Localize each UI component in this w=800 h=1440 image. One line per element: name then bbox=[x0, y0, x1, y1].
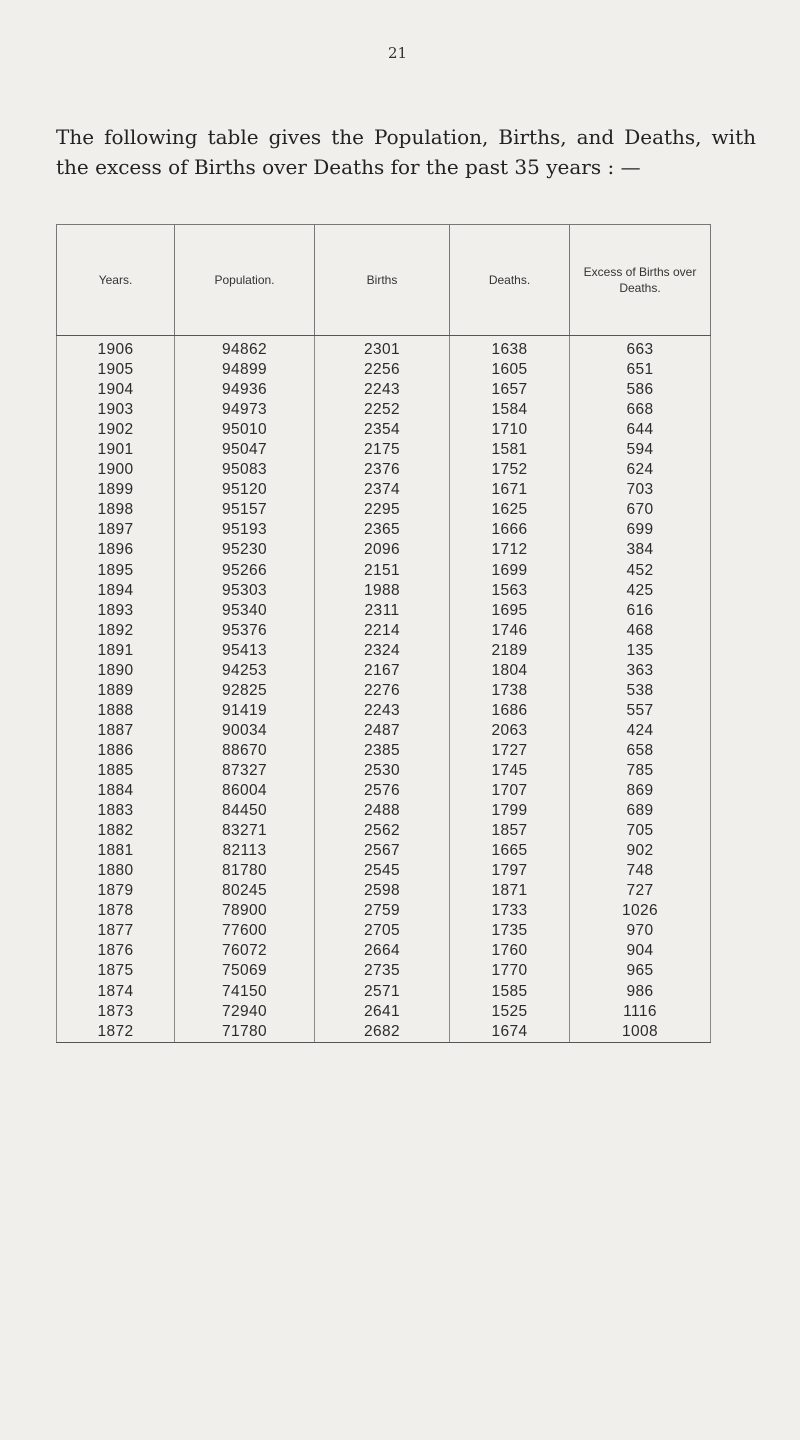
intro-paragraph: The following table gives the Population, Births, and Deaths, with the excess of Births over Deaths for the past 35 years : — bbox=[56, 125, 756, 179]
cell-year: 1902 bbox=[57, 420, 175, 440]
cell-population: 95193 bbox=[175, 520, 315, 540]
cell-births: 2324 bbox=[315, 641, 450, 661]
cell-deaths: 1871 bbox=[450, 881, 570, 901]
cell-deaths: 1674 bbox=[450, 1022, 570, 1043]
cell-excess: 904 bbox=[570, 941, 711, 961]
cell-year: 1893 bbox=[57, 601, 175, 621]
cell-deaths: 2189 bbox=[450, 641, 570, 661]
cell-births: 2365 bbox=[315, 520, 450, 540]
cell-deaths: 1738 bbox=[450, 681, 570, 701]
cell-excess: 658 bbox=[570, 741, 711, 761]
cell-year: 1901 bbox=[57, 440, 175, 460]
cell-births: 2214 bbox=[315, 621, 450, 641]
table-row bbox=[57, 400, 711, 420]
table-row bbox=[57, 601, 711, 621]
cell-deaths: 1638 bbox=[450, 336, 570, 361]
cell-population: 95047 bbox=[175, 440, 315, 460]
cell-population: 88670 bbox=[175, 741, 315, 761]
cell-excess: 670 bbox=[570, 500, 711, 520]
cell-deaths: 1733 bbox=[450, 901, 570, 921]
table-body bbox=[57, 336, 711, 1043]
cell-excess: 748 bbox=[570, 861, 711, 881]
cell-deaths: 1671 bbox=[450, 480, 570, 500]
cell-population: 76072 bbox=[175, 941, 315, 961]
cell-year: 1897 bbox=[57, 520, 175, 540]
cell-population: 95340 bbox=[175, 601, 315, 621]
cell-population: 94973 bbox=[175, 400, 315, 420]
cell-deaths: 1695 bbox=[450, 601, 570, 621]
table-row bbox=[57, 881, 711, 901]
cell-year: 1886 bbox=[57, 741, 175, 761]
cell-births: 2664 bbox=[315, 941, 450, 961]
cell-births: 2598 bbox=[315, 881, 450, 901]
table-row bbox=[57, 901, 711, 921]
table-row bbox=[57, 480, 711, 500]
cell-excess: 594 bbox=[570, 440, 711, 460]
cell-deaths: 1727 bbox=[450, 741, 570, 761]
cell-deaths: 2063 bbox=[450, 721, 570, 741]
cell-excess: 468 bbox=[570, 621, 711, 641]
table-header-row bbox=[57, 225, 711, 336]
cell-excess: 902 bbox=[570, 841, 711, 861]
cell-year: 1896 bbox=[57, 540, 175, 560]
cell-births: 2385 bbox=[315, 741, 450, 761]
cell-births: 2096 bbox=[315, 540, 450, 560]
table-row bbox=[57, 781, 711, 801]
cell-year: 1898 bbox=[57, 500, 175, 520]
cell-births: 2641 bbox=[315, 1002, 450, 1022]
cell-population: 95376 bbox=[175, 621, 315, 641]
cell-excess: 663 bbox=[570, 336, 711, 361]
cell-births: 2487 bbox=[315, 721, 450, 741]
table-row bbox=[57, 641, 711, 661]
cell-deaths: 1665 bbox=[450, 841, 570, 861]
cell-births: 2530 bbox=[315, 761, 450, 781]
table-row bbox=[57, 1002, 711, 1022]
cell-deaths: 1712 bbox=[450, 540, 570, 560]
cell-deaths: 1563 bbox=[450, 581, 570, 601]
cell-population: 95266 bbox=[175, 561, 315, 581]
cell-excess: 363 bbox=[570, 661, 711, 681]
cell-year: 1873 bbox=[57, 1002, 175, 1022]
table-row bbox=[57, 460, 711, 480]
cell-births: 2374 bbox=[315, 480, 450, 500]
table-row bbox=[57, 440, 711, 460]
table-row bbox=[57, 500, 711, 520]
cell-excess: 699 bbox=[570, 520, 711, 540]
cell-births: 2243 bbox=[315, 701, 450, 721]
cell-population: 95413 bbox=[175, 641, 315, 661]
cell-deaths: 1799 bbox=[450, 801, 570, 821]
cell-deaths: 1605 bbox=[450, 360, 570, 380]
cell-births: 2759 bbox=[315, 901, 450, 921]
table-row bbox=[57, 520, 711, 540]
cell-births: 2276 bbox=[315, 681, 450, 701]
cell-births: 2252 bbox=[315, 400, 450, 420]
cell-excess: 705 bbox=[570, 821, 711, 841]
cell-births: 2735 bbox=[315, 961, 450, 981]
cell-deaths: 1581 bbox=[450, 440, 570, 460]
cell-year: 1874 bbox=[57, 982, 175, 1002]
cell-population: 86004 bbox=[175, 781, 315, 801]
cell-excess: 1008 bbox=[570, 1022, 711, 1043]
table-row bbox=[57, 982, 711, 1002]
cell-excess: 624 bbox=[570, 460, 711, 480]
cell-deaths: 1525 bbox=[450, 1002, 570, 1022]
cell-excess: 425 bbox=[570, 581, 711, 601]
header-years: Years. bbox=[57, 225, 175, 336]
table-row bbox=[57, 360, 711, 380]
table-row bbox=[57, 540, 711, 560]
cell-population: 78900 bbox=[175, 901, 315, 921]
table-row bbox=[57, 841, 711, 861]
cell-excess: 538 bbox=[570, 681, 711, 701]
cell-year: 1891 bbox=[57, 641, 175, 661]
header-deaths: Deaths. bbox=[450, 225, 570, 336]
cell-births: 2151 bbox=[315, 561, 450, 581]
cell-births: 2376 bbox=[315, 460, 450, 480]
cell-excess: 703 bbox=[570, 480, 711, 500]
cell-year: 1894 bbox=[57, 581, 175, 601]
cell-excess: 785 bbox=[570, 761, 711, 781]
cell-year: 1880 bbox=[57, 861, 175, 881]
population-table-container bbox=[56, 224, 710, 1043]
cell-excess: 616 bbox=[570, 601, 711, 621]
cell-population: 91419 bbox=[175, 701, 315, 721]
cell-excess: 557 bbox=[570, 701, 711, 721]
cell-excess: 689 bbox=[570, 801, 711, 821]
cell-excess: 452 bbox=[570, 561, 711, 581]
cell-population: 82113 bbox=[175, 841, 315, 861]
cell-year: 1892 bbox=[57, 621, 175, 641]
cell-year: 1881 bbox=[57, 841, 175, 861]
cell-population: 71780 bbox=[175, 1022, 315, 1043]
cell-excess: 1116 bbox=[570, 1002, 711, 1022]
cell-year: 1879 bbox=[57, 881, 175, 901]
cell-deaths: 1707 bbox=[450, 781, 570, 801]
cell-births: 2256 bbox=[315, 360, 450, 380]
cell-year: 1888 bbox=[57, 701, 175, 721]
cell-deaths: 1585 bbox=[450, 982, 570, 1002]
cell-population: 95230 bbox=[175, 540, 315, 560]
cell-excess: 135 bbox=[570, 641, 711, 661]
cell-births: 2576 bbox=[315, 781, 450, 801]
table-row bbox=[57, 561, 711, 581]
cell-population: 81780 bbox=[175, 861, 315, 881]
cell-population: 94862 bbox=[175, 336, 315, 361]
cell-deaths: 1657 bbox=[450, 380, 570, 400]
cell-deaths: 1804 bbox=[450, 661, 570, 681]
table-row bbox=[57, 941, 711, 961]
cell-births: 2567 bbox=[315, 841, 450, 861]
cell-deaths: 1745 bbox=[450, 761, 570, 781]
cell-year: 1895 bbox=[57, 561, 175, 581]
table-row bbox=[57, 380, 711, 400]
cell-births: 2175 bbox=[315, 440, 450, 460]
cell-excess: 869 bbox=[570, 781, 711, 801]
cell-population: 75069 bbox=[175, 961, 315, 981]
cell-year: 1877 bbox=[57, 921, 175, 941]
population-births-deaths-table bbox=[56, 224, 711, 1043]
table-row bbox=[57, 621, 711, 641]
cell-population: 90034 bbox=[175, 721, 315, 741]
header-excess: Excess of Births over Deaths. bbox=[570, 225, 711, 336]
page-number: 21 bbox=[388, 44, 408, 62]
header-births: Births bbox=[315, 225, 450, 336]
table-row bbox=[57, 581, 711, 601]
cell-year: 1878 bbox=[57, 901, 175, 921]
cell-births: 2354 bbox=[315, 420, 450, 440]
cell-year: 1906 bbox=[57, 336, 175, 361]
cell-year: 1875 bbox=[57, 961, 175, 981]
table-row bbox=[57, 961, 711, 981]
cell-deaths: 1710 bbox=[450, 420, 570, 440]
cell-population: 87327 bbox=[175, 761, 315, 781]
cell-births: 2682 bbox=[315, 1022, 450, 1043]
cell-year: 1882 bbox=[57, 821, 175, 841]
table-row bbox=[57, 701, 711, 721]
table-row bbox=[57, 761, 711, 781]
table-row bbox=[57, 336, 711, 361]
cell-year: 1889 bbox=[57, 681, 175, 701]
cell-year: 1905 bbox=[57, 360, 175, 380]
cell-year: 1884 bbox=[57, 781, 175, 801]
cell-population: 94253 bbox=[175, 661, 315, 681]
cell-excess: 384 bbox=[570, 540, 711, 560]
cell-excess: 668 bbox=[570, 400, 711, 420]
cell-excess: 651 bbox=[570, 360, 711, 380]
cell-deaths: 1735 bbox=[450, 921, 570, 941]
cell-year: 1887 bbox=[57, 721, 175, 741]
cell-births: 2295 bbox=[315, 500, 450, 520]
cell-year: 1883 bbox=[57, 801, 175, 821]
cell-excess: 586 bbox=[570, 380, 711, 400]
cell-population: 92825 bbox=[175, 681, 315, 701]
cell-deaths: 1625 bbox=[450, 500, 570, 520]
cell-births: 2571 bbox=[315, 982, 450, 1002]
cell-population: 95303 bbox=[175, 581, 315, 601]
cell-population: 94936 bbox=[175, 380, 315, 400]
cell-deaths: 1699 bbox=[450, 561, 570, 581]
cell-births: 2488 bbox=[315, 801, 450, 821]
table-row bbox=[57, 921, 711, 941]
cell-births: 2562 bbox=[315, 821, 450, 841]
cell-year: 1899 bbox=[57, 480, 175, 500]
cell-population: 95157 bbox=[175, 500, 315, 520]
table-row bbox=[57, 741, 711, 761]
cell-excess: 986 bbox=[570, 982, 711, 1002]
cell-deaths: 1770 bbox=[450, 961, 570, 981]
cell-births: 2311 bbox=[315, 601, 450, 621]
cell-population: 95010 bbox=[175, 420, 315, 440]
cell-population: 95120 bbox=[175, 480, 315, 500]
cell-births: 2243 bbox=[315, 380, 450, 400]
cell-excess: 965 bbox=[570, 961, 711, 981]
cell-excess: 424 bbox=[570, 721, 711, 741]
table-row bbox=[57, 661, 711, 681]
cell-excess: 727 bbox=[570, 881, 711, 901]
table-row bbox=[57, 1022, 711, 1043]
cell-deaths: 1666 bbox=[450, 520, 570, 540]
table-row bbox=[57, 681, 711, 701]
cell-births: 2167 bbox=[315, 661, 450, 681]
cell-deaths: 1857 bbox=[450, 821, 570, 841]
cell-year: 1903 bbox=[57, 400, 175, 420]
cell-deaths: 1752 bbox=[450, 460, 570, 480]
cell-excess: 970 bbox=[570, 921, 711, 941]
cell-population: 80245 bbox=[175, 881, 315, 901]
cell-year: 1885 bbox=[57, 761, 175, 781]
cell-population: 84450 bbox=[175, 801, 315, 821]
cell-deaths: 1686 bbox=[450, 701, 570, 721]
cell-deaths: 1584 bbox=[450, 400, 570, 420]
table-row bbox=[57, 721, 711, 741]
table-row bbox=[57, 801, 711, 821]
cell-population: 94899 bbox=[175, 360, 315, 380]
cell-births: 2705 bbox=[315, 921, 450, 941]
cell-population: 72940 bbox=[175, 1002, 315, 1022]
cell-deaths: 1760 bbox=[450, 941, 570, 961]
cell-year: 1904 bbox=[57, 380, 175, 400]
cell-births: 2301 bbox=[315, 336, 450, 361]
cell-births: 2545 bbox=[315, 861, 450, 881]
cell-population: 74150 bbox=[175, 982, 315, 1002]
cell-year: 1890 bbox=[57, 661, 175, 681]
cell-year: 1900 bbox=[57, 460, 175, 480]
cell-year: 1876 bbox=[57, 941, 175, 961]
cell-population: 95083 bbox=[175, 460, 315, 480]
cell-population: 77600 bbox=[175, 921, 315, 941]
cell-deaths: 1746 bbox=[450, 621, 570, 641]
cell-deaths: 1797 bbox=[450, 861, 570, 881]
cell-excess: 644 bbox=[570, 420, 711, 440]
table-row bbox=[57, 420, 711, 440]
cell-excess: 1026 bbox=[570, 901, 711, 921]
cell-population: 83271 bbox=[175, 821, 315, 841]
header-population: Population. bbox=[175, 225, 315, 336]
table-row bbox=[57, 821, 711, 841]
cell-year: 1872 bbox=[57, 1022, 175, 1043]
table-row bbox=[57, 861, 711, 881]
cell-births: 1988 bbox=[315, 581, 450, 601]
